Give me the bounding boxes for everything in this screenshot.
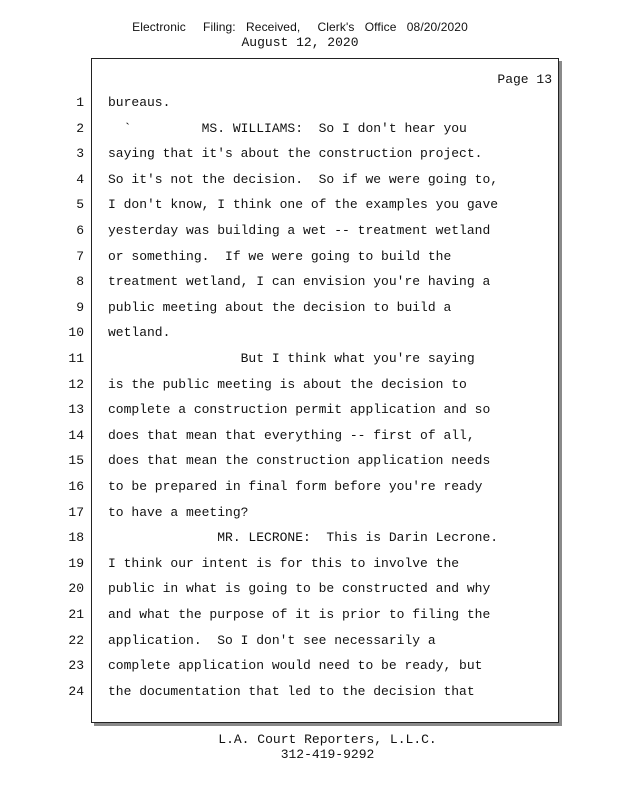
line-number: 20 <box>68 581 84 597</box>
line-number: 6 <box>76 223 84 238</box>
transcript-line <box>0 348 560 370</box>
transcript-line <box>0 194 560 216</box>
line-text: I don't know, I think one of the examples you gave <box>108 197 499 213</box>
line-text: But I think what you're saying <box>108 351 475 366</box>
line-number: 21 <box>68 607 84 622</box>
line-number: 8 <box>76 274 84 290</box>
line-text: I think our intent is for this to involve the <box>108 555 460 571</box>
line-number: 15 <box>68 453 84 469</box>
line-text: bureaus. <box>108 95 171 110</box>
line-number: 10 <box>68 325 84 341</box>
line-number: 1 <box>76 95 84 110</box>
transcript-line <box>0 604 560 626</box>
transcript-line <box>0 450 560 472</box>
line-number: 14 <box>68 427 84 443</box>
line-text: saying that it's about the construction project. <box>108 146 483 162</box>
transcript-line <box>0 322 560 344</box>
line-text: and what the purpose of it is prior to filing the <box>108 607 491 622</box>
line-text: complete a construction permit application and so <box>108 402 491 418</box>
line-text: or something. If we were going to build the <box>108 248 452 264</box>
line-number: 13 <box>68 402 84 418</box>
hearing-date: August 12, 2020 <box>241 35 359 50</box>
line-text: application. So I don't see necessarily a <box>108 632 436 648</box>
transcript-line <box>0 553 560 575</box>
filing-stamp: Electronic Filing: Received, Clerk's Office 08/20/2020 <box>132 20 468 34</box>
transcript-line <box>0 578 560 600</box>
line-number: 22 <box>68 632 84 648</box>
transcript-line <box>0 143 560 165</box>
line-number: 9 <box>76 299 84 315</box>
transcript-line <box>0 399 560 421</box>
line-number: 7 <box>76 248 84 264</box>
line-number: 17 <box>68 504 84 520</box>
line-number: 19 <box>68 555 84 571</box>
transcript-line <box>0 476 560 498</box>
line-text: to be prepared in final form before you're ready <box>108 479 483 494</box>
line-text: public meeting about the decision to build a <box>108 299 452 315</box>
transcript-line <box>0 92 560 114</box>
line-number: 18 <box>68 530 84 546</box>
transcript-line <box>0 374 560 396</box>
line-text: So it's not the decision. So if we were going to, <box>108 171 499 187</box>
line-text: is the public meeting is about the decision to <box>108 376 467 392</box>
transcript-line <box>0 527 560 549</box>
line-number: 23 <box>68 658 84 674</box>
line-number: 24 <box>68 683 84 699</box>
transcript-line <box>0 297 560 319</box>
transcript-line <box>0 271 560 293</box>
line-text: treatment wetland, I can envision you're having a <box>108 274 491 290</box>
line-number: 5 <box>76 197 84 213</box>
line-text: does that mean the construction application needs <box>108 453 491 469</box>
transcript-line <box>0 118 560 140</box>
line-text: yesterday was building a wet -- treatment wetland <box>108 223 491 238</box>
line-number: 12 <box>68 376 84 392</box>
line-number: 3 <box>76 146 84 162</box>
transcript-line <box>0 681 560 703</box>
line-text: ` MS. WILLIAMS: So I don't hear you <box>108 120 467 136</box>
footer-company: L.A. Court Reporters, L.L.C. <box>218 732 437 747</box>
line-text: complete application would need to be ready, but <box>108 658 483 674</box>
page-number: Page 13 <box>497 72 552 87</box>
line-text: to have a meeting? <box>108 504 249 520</box>
transcript-line <box>0 630 560 652</box>
line-number: 2 <box>76 120 84 136</box>
transcript-line <box>0 502 560 524</box>
line-text: wetland. <box>108 325 171 341</box>
footer-phone: 312-419-9292 <box>280 747 375 762</box>
transcript-line <box>0 655 560 677</box>
transcript-line <box>0 220 560 242</box>
transcript-line <box>0 169 560 191</box>
transcript-line <box>0 425 560 447</box>
line-text: the documentation that led to the decision that <box>108 683 475 699</box>
line-number: 16 <box>68 479 84 494</box>
transcript-line <box>0 246 560 268</box>
line-number: 11 <box>68 351 84 366</box>
line-text: public in what is going to be constructed and why <box>108 581 491 597</box>
line-text: does that mean that everything -- first of all, <box>108 427 475 443</box>
line-text: MR. LECRONE: This is Darin Lecrone. <box>108 530 499 546</box>
line-number: 4 <box>76 171 84 187</box>
